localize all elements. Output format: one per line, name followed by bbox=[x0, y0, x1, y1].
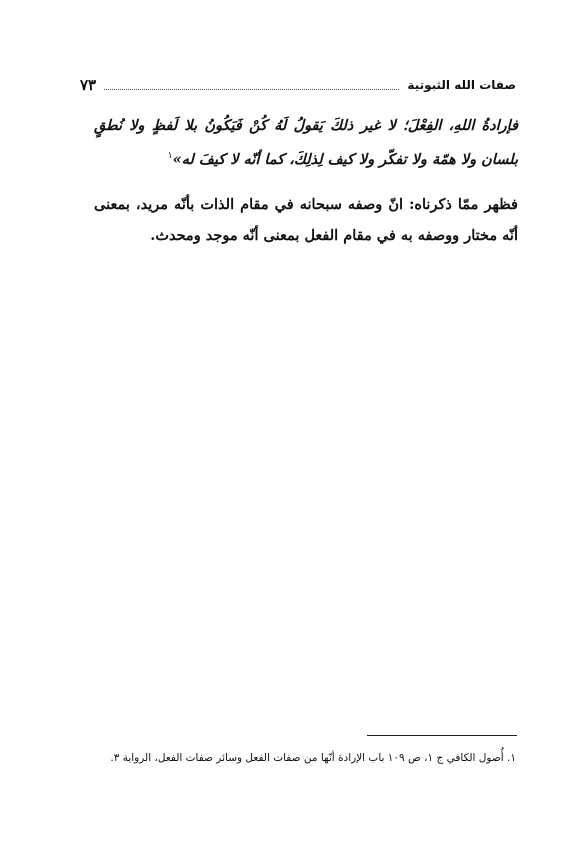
hadith-quote: فإرادةُ اللهِ، الفِعْلَ؛ لا غير ذلكَ يَقولُ لَهُ كُنْ فَيَكُونُ بلا لَفظٍ ولا نُطقٍ بلسان ولا همّة ولا تفكّر ولا كيف لِذلِكَ، كما أنّه لا كيفَ له» bbox=[94, 117, 518, 168]
footnote-reference: ١ bbox=[167, 151, 173, 161]
header-dotted-leader bbox=[104, 80, 399, 90]
paragraph-quote bbox=[94, 110, 518, 175]
body-text bbox=[94, 110, 518, 265]
page-number: ٧٣ bbox=[80, 76, 97, 94]
paragraph-conclusion: فظهر ممّا ذكرناه: انّ وصفه سبحانه في مقام الذات بأنّه مريد، بمعنى أنّه مختار ووصفه به في مقام الفعل بمعنى أنّه موجد ومحدث. bbox=[94, 195, 518, 244]
footnote-separator bbox=[367, 735, 517, 736]
footnote-1: ١. أُصول الكافي ج ١، ص ١٠٩ باب الإرادة أنّها من صفات الفعل وسائر صفات الفعل، الرواية ٣. bbox=[110, 752, 516, 764]
running-title: صفات الله الثبوتية bbox=[407, 78, 516, 92]
running-header bbox=[80, 74, 516, 96]
